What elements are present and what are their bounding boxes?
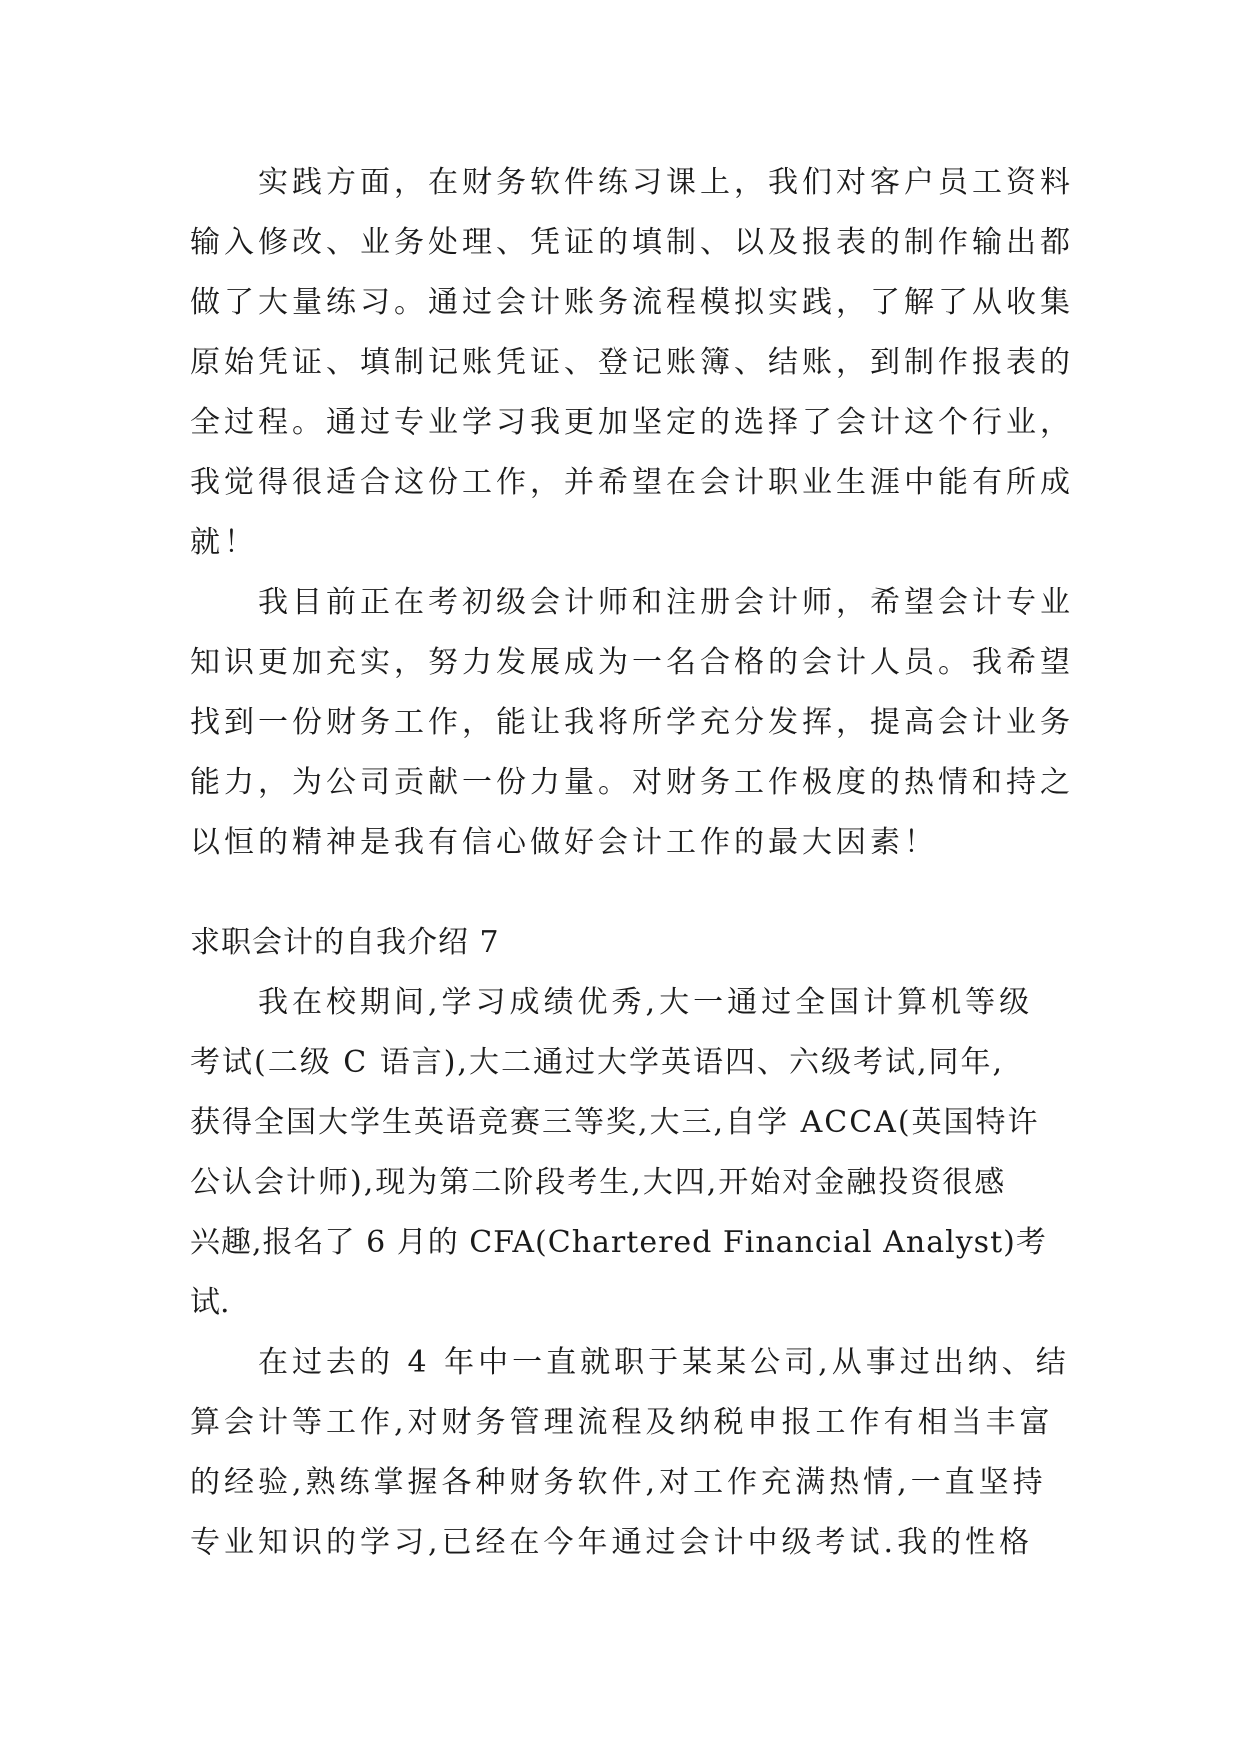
paragraph-line: 实践方面，在财务软件练习课上，我们对客户员工资料 xyxy=(258,165,1074,200)
paragraph-line: 输入修改、业务处理、凭证的填制、以及报表的制作输出都 xyxy=(190,225,1074,260)
paragraph-line: 在过去的 4 年中一直就职于某某公司,从事过出纳、结 xyxy=(258,1345,1070,1380)
paragraph-line: 找到一份财务工作，能让我将所学充分发挥，提高会计业务 xyxy=(190,705,1074,740)
paragraph-line: 公认会计师),现为第二阶段考生,大四,开始对金融投资很感 xyxy=(190,1165,1007,1200)
paragraph-line: 能力，为公司贡献一份力量。对财务工作极度的热情和持之 xyxy=(190,765,1074,800)
paragraph-line: 以恒的精神是我有信心做好会计工作的最大因素！ xyxy=(190,825,938,860)
paragraph-line: 我在校期间,学习成绩优秀,大一通过全国计算机等级 xyxy=(258,985,1034,1020)
paragraph-line: 获得全国大学生英语竞赛三等奖,大三,自学 ACCA(英国特许 xyxy=(190,1105,1040,1140)
paragraph-line: 专业知识的学习,已经在今年通过会计中级考试.我的性格 xyxy=(190,1525,1034,1560)
paragraph-line: 算会计等工作,对财务管理流程及纳税申报工作有相当丰富 xyxy=(190,1405,1054,1440)
paragraph-line: 兴趣,报名了 6 月的 CFA(Chartered Financial Analyst)考 xyxy=(190,1225,1047,1260)
paragraph-line: 原始凭证、填制记账凭证、登记账簿、结账，到制作报表的 xyxy=(190,345,1074,380)
paragraph-line: 试. xyxy=(190,1285,230,1320)
section-heading: 求职会计的自我介绍 7 xyxy=(190,925,500,960)
paragraph-line: 全过程。通过专业学习我更加坚定的选择了会计这个行业， xyxy=(190,405,1074,440)
paragraph-line: 的经验,熟练掌握各种财务软件,对工作充满热情,一直坚持 xyxy=(190,1465,1047,1500)
paragraph-line: 考试(二级 C 语言),大二通过大学英语四、六级考试,同年, xyxy=(190,1045,1005,1080)
paragraph-line: 知识更加充实，努力发展成为一名合格的会计人员。我希望 xyxy=(190,645,1074,680)
paragraph-line: 我目前正在考初级会计师和注册会计师，希望会计专业 xyxy=(258,585,1074,620)
paragraph-line: 我觉得很适合这份工作，并希望在会计职业生涯中能有所成 xyxy=(190,465,1074,500)
paragraph-line: 就！ xyxy=(190,525,258,560)
paragraph-line: 做了大量练习。通过会计账务流程模拟实践，了解了从收集 xyxy=(190,285,1074,320)
